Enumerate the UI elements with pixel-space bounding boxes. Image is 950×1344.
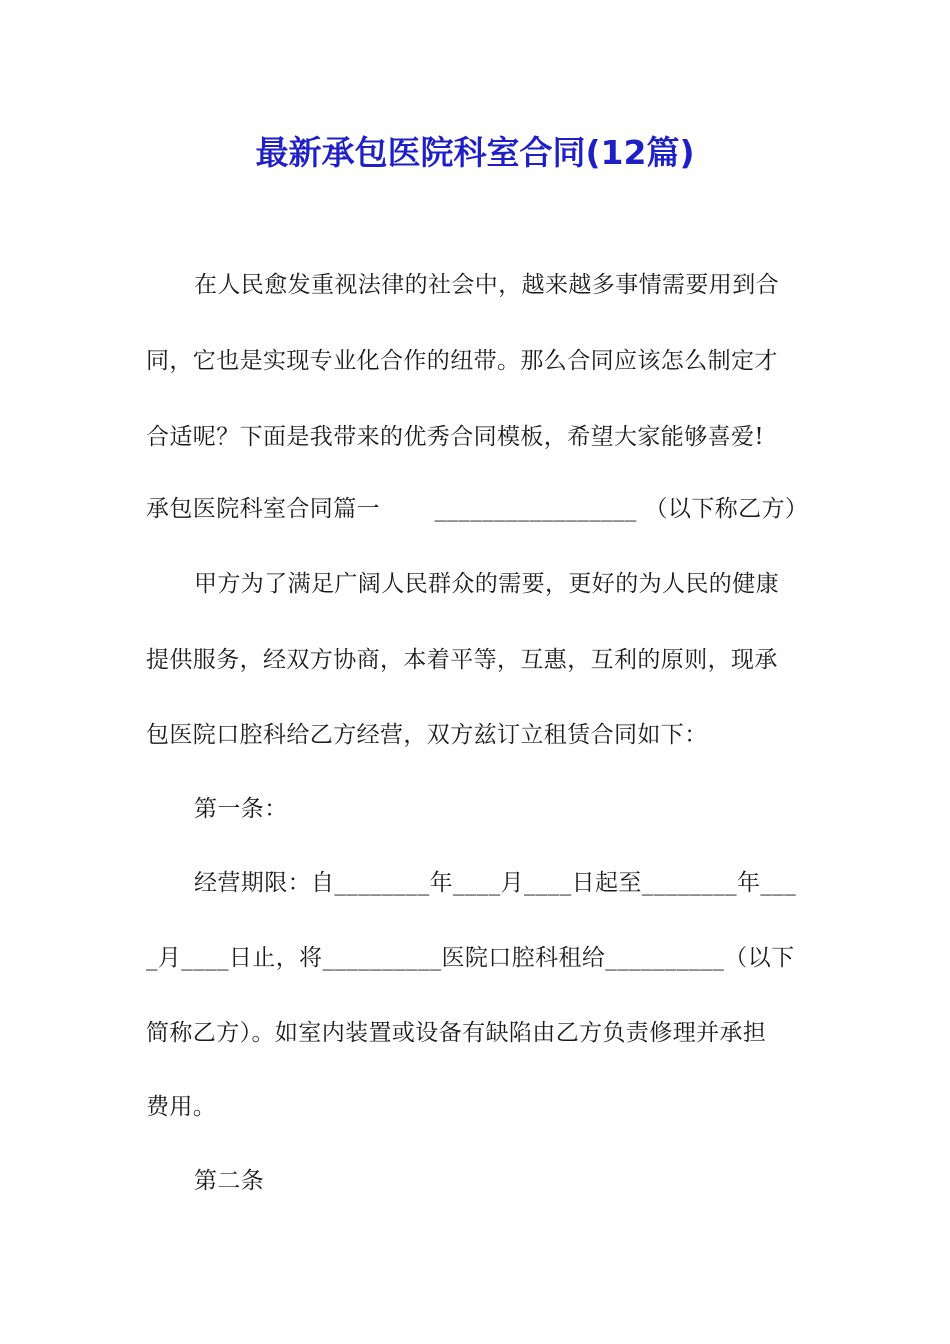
paragraph-line: 经营期限：自________年____月____日起至________年___ <box>194 870 797 896</box>
clause-heading: 第一条： <box>194 796 288 822</box>
section-heading-line: 承包医院科室合同篇一 _________________ （以下称乙方） <box>146 496 809 522</box>
paragraph-line: 同，它也是实现专业化合作的纽带。那么合同应该怎么制定才 <box>146 348 778 374</box>
clause-heading: 第二条 <box>194 1168 265 1194</box>
paragraph-line: 费用。 <box>146 1094 217 1120</box>
paragraph-line: 提供服务，经双方协商，本着平等，互惠，互利的原则，现承 <box>146 647 778 673</box>
paragraph-line: 简称乙方）。如室内装置或设备有缺陷由乙方负责修理并承担 <box>146 1020 767 1046</box>
paragraph-line: 合适呢？下面是我带来的优秀合同模板，希望大家能够喜爱! <box>146 424 765 450</box>
paragraph-line: _月____日止，将__________医院口腔科租给__________（以下 <box>146 945 795 971</box>
document-title: 最新承包医院科室合同(12篇) <box>255 133 695 172</box>
paragraph-line: 在人民愈发重视法律的社会中，越来越多事情需要用到合 <box>194 272 779 298</box>
paragraph-line: 包医院口腔科给乙方经营，双方兹订立租赁合同如下： <box>146 722 708 748</box>
paragraph-line: 甲方为了满足广阔人民群众的需要，更好的为人民的健康 <box>194 571 779 597</box>
